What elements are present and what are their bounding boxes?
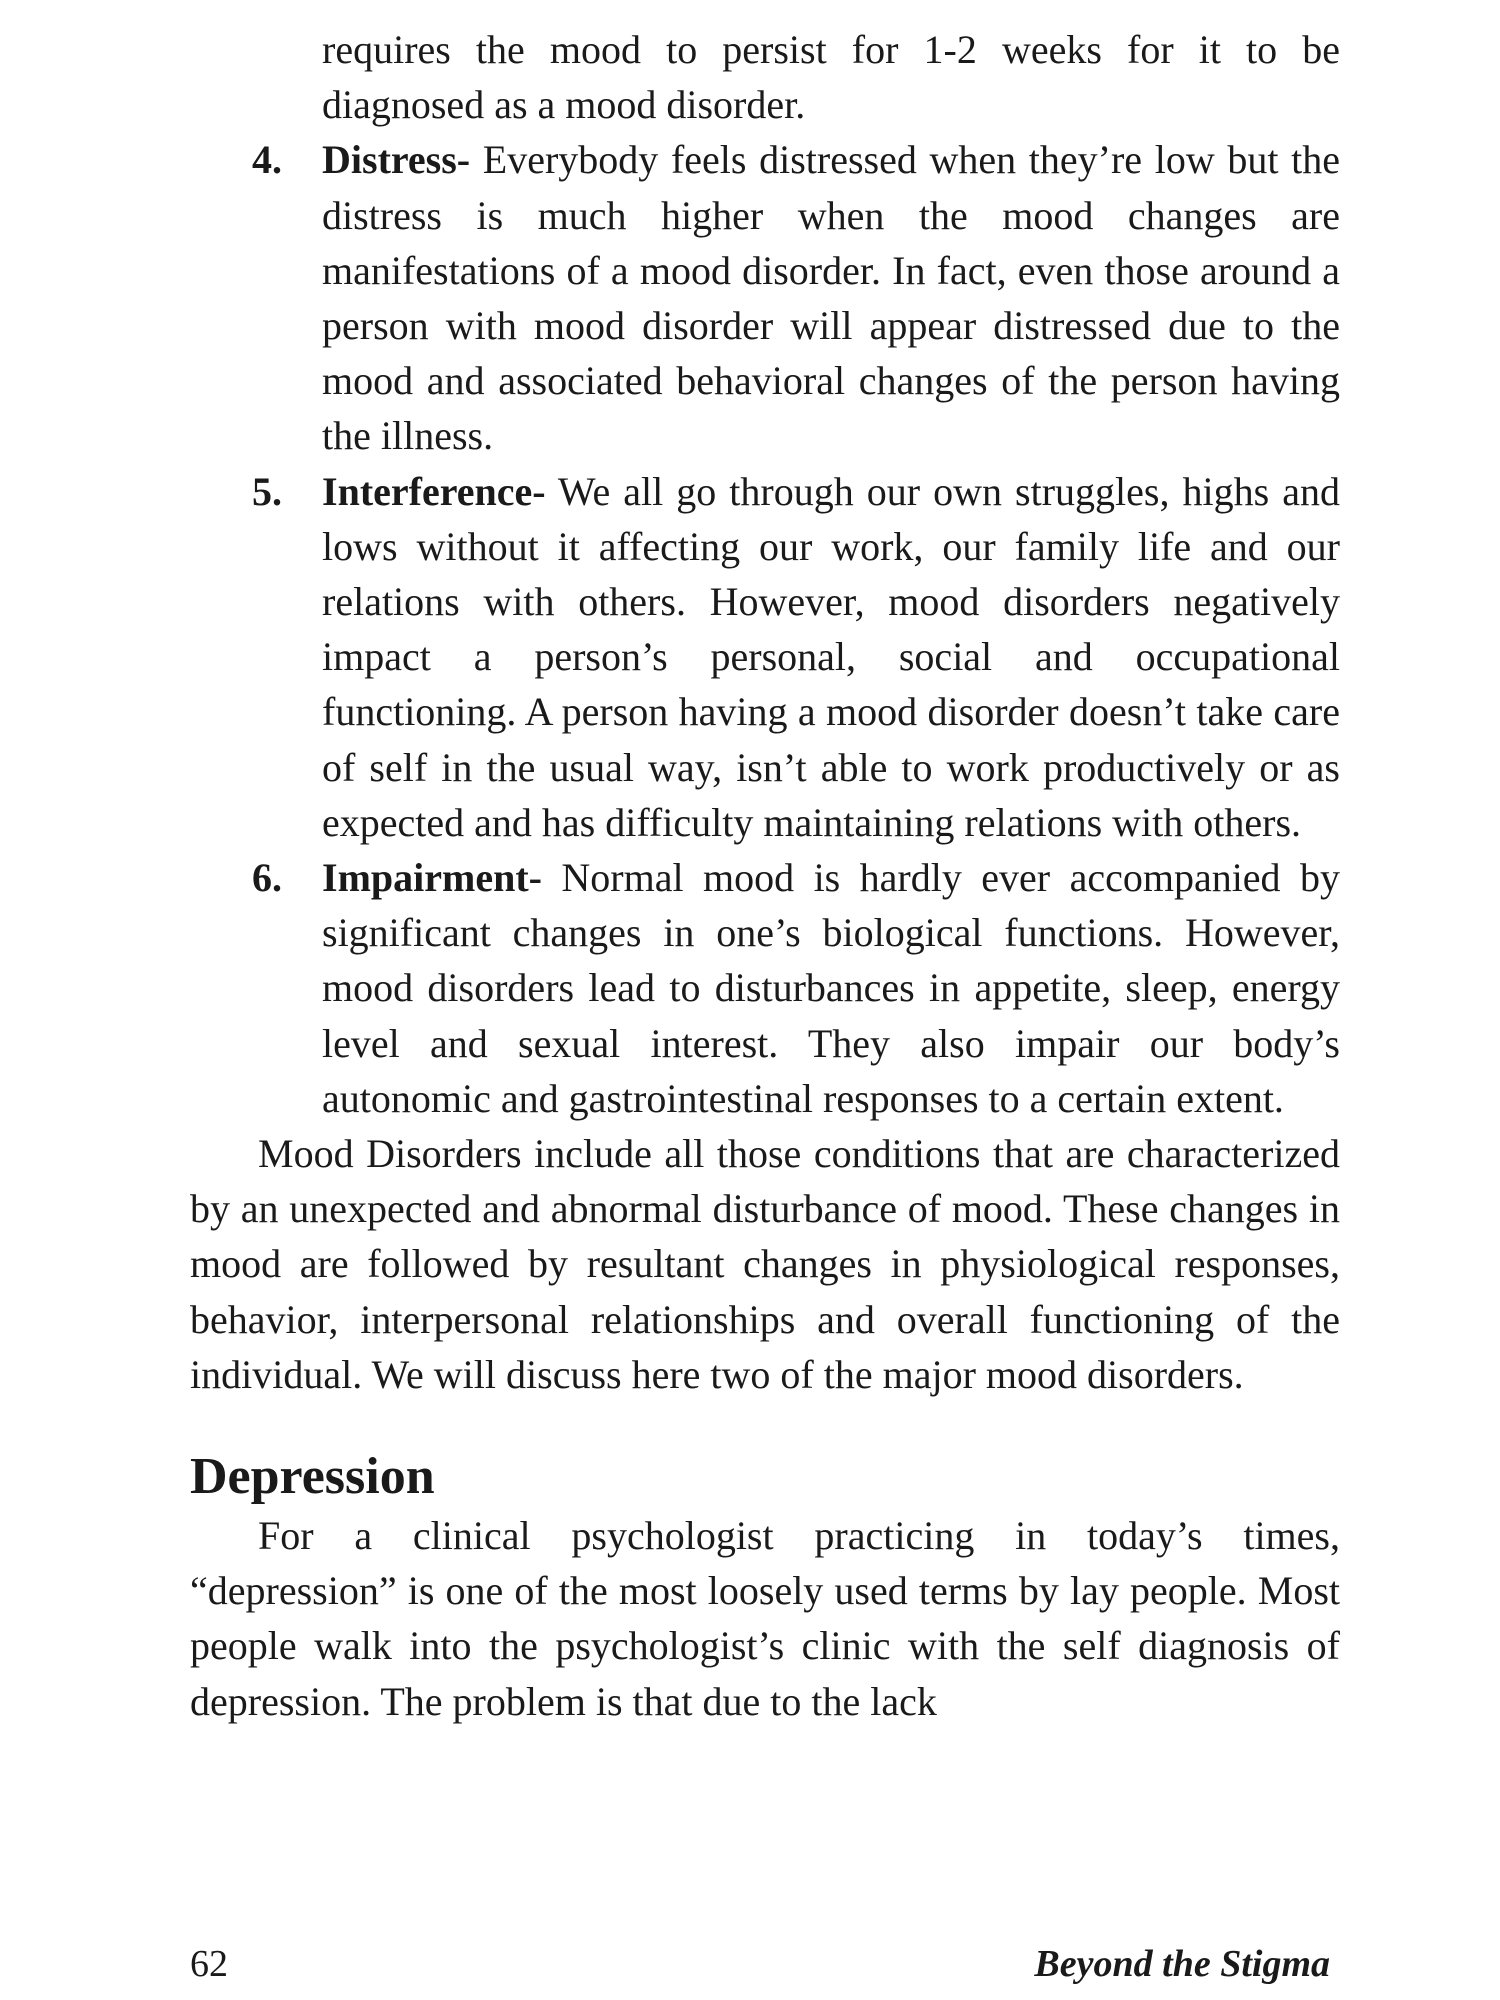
list-number: 4. xyxy=(252,137,282,183)
page-body xyxy=(190,22,1340,1729)
list-item-impairment xyxy=(190,850,1340,1126)
list-item-distress xyxy=(190,132,1340,463)
list-item-interference xyxy=(190,464,1340,850)
continued-text: requires the mood to persist for 1-2 weeks for it to be diagnosed as a mood disorder. xyxy=(322,27,1340,128)
list-text: Normal mood is hardly ever accompanied by significant changes in one’s biological functions. However, mood disorders lead to disturbances in appetite, sleep, energy level and sexual interest. They also impair our body’s autonomic and gastrointestinal responses to a certain extent. xyxy=(322,855,1340,1121)
list-text: Everybody feels distressed when they’re low but the distress is much higher when the mood changes are manifestations of a mood disorder. In fact, even those around a person with mood disorder will appear distressed due to the mood and associated behavioral changes of the person having the illness. xyxy=(322,137,1340,459)
section-paragraph: For a clinical psychologist practicing in today’s times, “depression” is one of the most loosely used terms by lay people. Most people walk into the psychologist’s clinic with the self diagnosis of depression. The problem is that due to the lack xyxy=(190,1513,1340,1724)
list-number: 6. xyxy=(252,855,282,901)
list-term: Interference- xyxy=(322,468,546,514)
book-title: Beyond the Stigma xyxy=(1034,1943,1330,1985)
list-text: We all go through our own struggles, highs and lows without it affecting our work, our family life and our relations with others. However, mood disorders negatively impact a person’s personal, social and occupational functioning. A person having a mood disorder doesn’t take care of self in the usual way, isn’t able to work productively or as expected and has difficulty maintaining relations with others. xyxy=(322,468,1340,845)
page-number: 62 xyxy=(190,1943,228,1985)
section-heading: Depression xyxy=(190,1448,435,1506)
list-term: Impairment- xyxy=(322,855,542,901)
list-term: Distress- xyxy=(322,137,471,183)
list-number: 5. xyxy=(252,468,282,514)
summary-paragraph: Mood Disorders include all those conditions that are characterized by an unexpected and abnormal disturbance of mood. These changes in mood are followed by resultant changes in physiological responses, behavior, interpersonal relationships and overall functioning of the individual. We will discuss here two of the major mood disorders. xyxy=(190,1131,1340,1397)
